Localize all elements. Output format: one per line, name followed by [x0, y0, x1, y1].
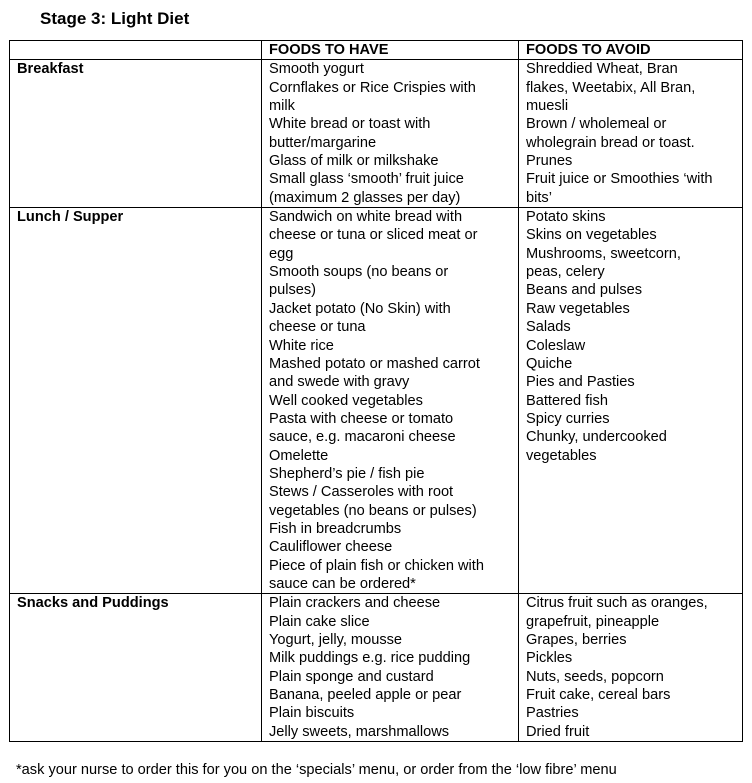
food-to-have-line: Smooth soups (no beans or: [269, 264, 449, 281]
diet-table: [9, 40, 743, 742]
row-label: Breakfast: [10, 60, 262, 208]
food-to-avoid-line: muesli: [526, 98, 569, 115]
food-to-have-line: White bread or toast with: [269, 116, 431, 133]
food-to-have-line: Plain sponge and custard: [269, 668, 434, 685]
food-to-have-line: Small glass ‘smooth’ fruit juice: [269, 171, 464, 188]
food-to-avoid-line: Fruit cake, cereal bars: [526, 687, 671, 704]
food-to-have-line: sauce, e.g. macaroni cheese: [269, 429, 456, 446]
header-foods-to-have: FOODS TO HAVE: [262, 41, 519, 60]
food-to-avoid-line: Skins on vegetables: [526, 227, 657, 244]
foods-to-have-cell: [262, 208, 519, 594]
food-to-have-line: milk: [269, 98, 295, 115]
food-to-have-line: Glass of milk or milkshake: [269, 153, 439, 170]
food-to-have-line: Stews / Casseroles with root: [269, 484, 454, 501]
food-to-have-line: Yogurt, jelly, mousse: [269, 632, 403, 648]
food-to-have-line: Milk puddings e.g. rice pudding: [269, 650, 471, 667]
food-to-have-line: sauce can be ordered*: [269, 575, 416, 592]
food-to-have-line: Piece of plain fish or chicken with: [269, 557, 484, 574]
footnote: *ask your nurse to order this for you on the ‘specials’ menu, or order from the ‘low fibre’ menu: [16, 762, 617, 778]
food-to-have-line: Plain biscuits: [269, 705, 355, 722]
foods-to-avoid-cell: [519, 208, 743, 594]
food-to-have-line: cheese or tuna or sliced meat or: [269, 227, 478, 244]
food-to-avoid-line: Prunes: [526, 153, 573, 170]
row-label: Lunch / Supper: [10, 208, 262, 594]
food-to-have-line: vegetables (no beans or pulses): [269, 502, 477, 519]
food-to-have-line: Jacket potato (No Skin) with: [269, 300, 451, 317]
food-to-have-line: and swede with gravy: [269, 374, 410, 391]
food-to-avoid-line: Raw vegetables: [526, 300, 630, 317]
food-to-have-line: Omelette: [269, 447, 329, 464]
food-to-avoid-line: Quiche: [526, 355, 573, 372]
table-row-breakfast: [10, 60, 743, 208]
food-to-avoid-line: Pastries: [526, 705, 579, 722]
foods-to-avoid-cell: [519, 594, 743, 742]
food-to-have-line: Banana, peeled apple or pear: [269, 687, 462, 704]
food-to-have-line: Shepherd’s pie / fish pie: [269, 465, 425, 482]
header-category: [10, 41, 262, 60]
food-to-have-line: Jelly sweets, marshmallows: [269, 723, 450, 740]
food-to-have-line: butter/margarine: [269, 134, 377, 151]
table-header-row: [10, 41, 743, 60]
food-to-avoid-line: Battered fish: [526, 392, 608, 409]
food-to-have-line: Fish in breadcrumbs: [269, 520, 402, 537]
food-to-have-line: Smooth yogurt: [269, 61, 364, 78]
food-to-have-line: Mashed potato or mashed carrot: [269, 355, 480, 372]
foods-to-avoid-cell: [519, 60, 743, 208]
food-to-avoid-line: Chunky, undercooked: [526, 429, 667, 446]
food-to-avoid-line: Salads: [526, 319, 571, 336]
food-to-avoid-line: Dried fruit: [526, 723, 590, 740]
row-label: Snacks and Puddings: [10, 594, 262, 742]
food-to-avoid-line: flakes, Weetabix, All Bran,: [526, 79, 696, 96]
food-to-avoid-line: Citrus fruit such as oranges,: [526, 595, 708, 612]
food-to-have-line: White rice: [269, 337, 334, 354]
food-to-avoid-line: Grapes, berries: [526, 632, 627, 648]
table-row-snacks-puddings: [10, 594, 743, 742]
food-to-avoid-line: peas, celery: [526, 264, 605, 281]
food-to-avoid-line: Nuts, seeds, popcorn: [526, 668, 664, 685]
food-to-avoid-line: Coleslaw: [526, 337, 586, 354]
food-to-avoid-line: grapefruit, pineapple: [526, 613, 660, 630]
food-to-avoid-line: Brown / wholemeal or: [526, 116, 667, 133]
food-to-avoid-line: vegetables: [526, 447, 597, 464]
food-to-have-line: cheese or tuna: [269, 319, 366, 336]
food-to-avoid-line: Potato skins: [526, 209, 606, 226]
food-to-have-line: Well cooked vegetables: [269, 392, 423, 409]
food-to-have-line: Plain crackers and cheese: [269, 595, 441, 612]
food-to-have-line: (maximum 2 glasses per day): [269, 189, 461, 206]
food-to-have-line: Plain cake slice: [269, 613, 370, 630]
foods-to-have-cell: [262, 60, 519, 208]
food-to-avoid-line: Pickles: [526, 650, 573, 667]
food-to-have-line: Cauliflower cheese: [269, 539, 393, 556]
food-to-avoid-line: Shreddied Wheat, Bran: [526, 61, 678, 78]
food-to-have-line: Cornflakes or Rice Crispies with: [269, 79, 476, 96]
food-to-have-line: Sandwich on white bread with: [269, 209, 463, 226]
food-to-avoid-line: bits’: [526, 189, 552, 206]
food-to-avoid-line: Pies and Pasties: [526, 374, 635, 391]
header-foods-to-avoid: FOODS TO AVOID: [519, 41, 743, 60]
food-to-have-line: egg: [269, 245, 294, 262]
food-to-avoid-line: Beans and pulses: [526, 282, 643, 299]
food-to-avoid-line: wholegrain bread or toast.: [526, 134, 695, 151]
food-to-have-line: pulses): [269, 282, 317, 299]
food-to-avoid-line: Fruit juice or Smoothies ‘with: [526, 171, 713, 188]
table-row-lunch-supper: [10, 208, 743, 594]
food-to-have-line: Pasta with cheese or tomato: [269, 410, 454, 427]
foods-to-have-cell: [262, 594, 519, 742]
food-to-avoid-line: Mushrooms, sweetcorn,: [526, 245, 681, 262]
page-title: Stage 3: Light Diet: [40, 9, 190, 28]
food-to-avoid-line: Spicy curries: [526, 410, 610, 427]
